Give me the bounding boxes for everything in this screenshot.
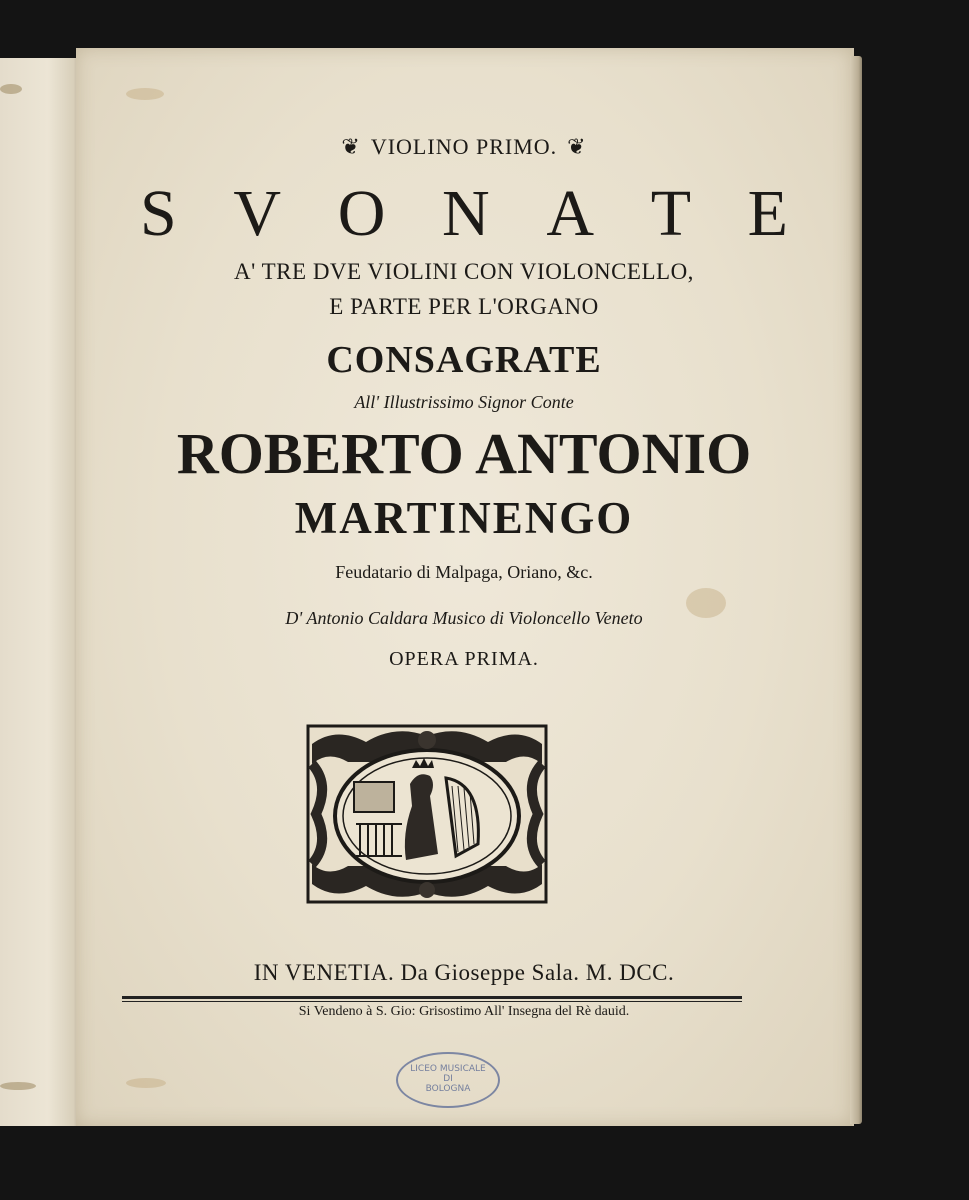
- title-page: [76, 48, 852, 1126]
- foxing-stain: [126, 1078, 166, 1088]
- title-letter: A: [546, 177, 595, 250]
- imprint-rule-thin: [122, 1001, 742, 1002]
- title-letter: N: [442, 177, 490, 250]
- printers-device-woodcut: [306, 724, 548, 904]
- fleuron-icon: ❦: [567, 134, 587, 159]
- title-letter: O: [337, 177, 386, 250]
- consagrate-heading: CONSAGRATE: [326, 339, 602, 381]
- imprint-rule: [122, 996, 742, 999]
- fleuron-icon: ❦: [341, 134, 361, 159]
- part-heading: [76, 134, 852, 160]
- dedicatee-name-1: ROBERTO ANTONIO: [176, 421, 752, 486]
- page-stain: [0, 84, 22, 94]
- dedicatee-titles: Feudatario di Malpaga, Oriano, &c.: [335, 562, 593, 582]
- bookseller-line: Si Vendeno à S. Gio: Grisostimo All' Insegna del Rè dauid.: [298, 1004, 630, 1019]
- title-letter: V: [233, 177, 282, 250]
- dedicatee-name-2: MARTINENGO: [294, 493, 634, 543]
- library-stamp: [396, 1052, 500, 1108]
- subtitle-line-1: A' TRE DVE VIOLINI CON VIOLONCELLO,: [234, 259, 694, 284]
- title-letter: S: [140, 177, 177, 250]
- title-letter: E: [747, 177, 788, 250]
- facing-page: [0, 58, 80, 1126]
- author-line: D' Antonio Caldara Musico di Violoncello Veneto: [285, 608, 643, 628]
- stamp-text-1: LICEO MUSICALE: [410, 1064, 486, 1074]
- main-title: [76, 176, 852, 252]
- stamp-text-3: BOLOGNA: [425, 1084, 471, 1094]
- opus-line: OPERA PRIMA.: [389, 648, 539, 670]
- main-title-letters: [140, 176, 788, 252]
- title-letter: T: [650, 177, 692, 250]
- foxing-stain: [126, 88, 164, 100]
- part-heading-text: VIOLINO PRIMO.: [370, 134, 558, 159]
- stamp-text-2: DI: [443, 1074, 453, 1084]
- page-stain: [0, 1082, 36, 1090]
- dedication-line: All' Illustrissimo Signor Conte: [354, 392, 574, 412]
- subtitle-line-2: E PARTE PER L'ORGANO: [329, 294, 599, 319]
- imprint-line: IN VENETIA. Da Gioseppe Sala. M. DCC.: [253, 960, 675, 985]
